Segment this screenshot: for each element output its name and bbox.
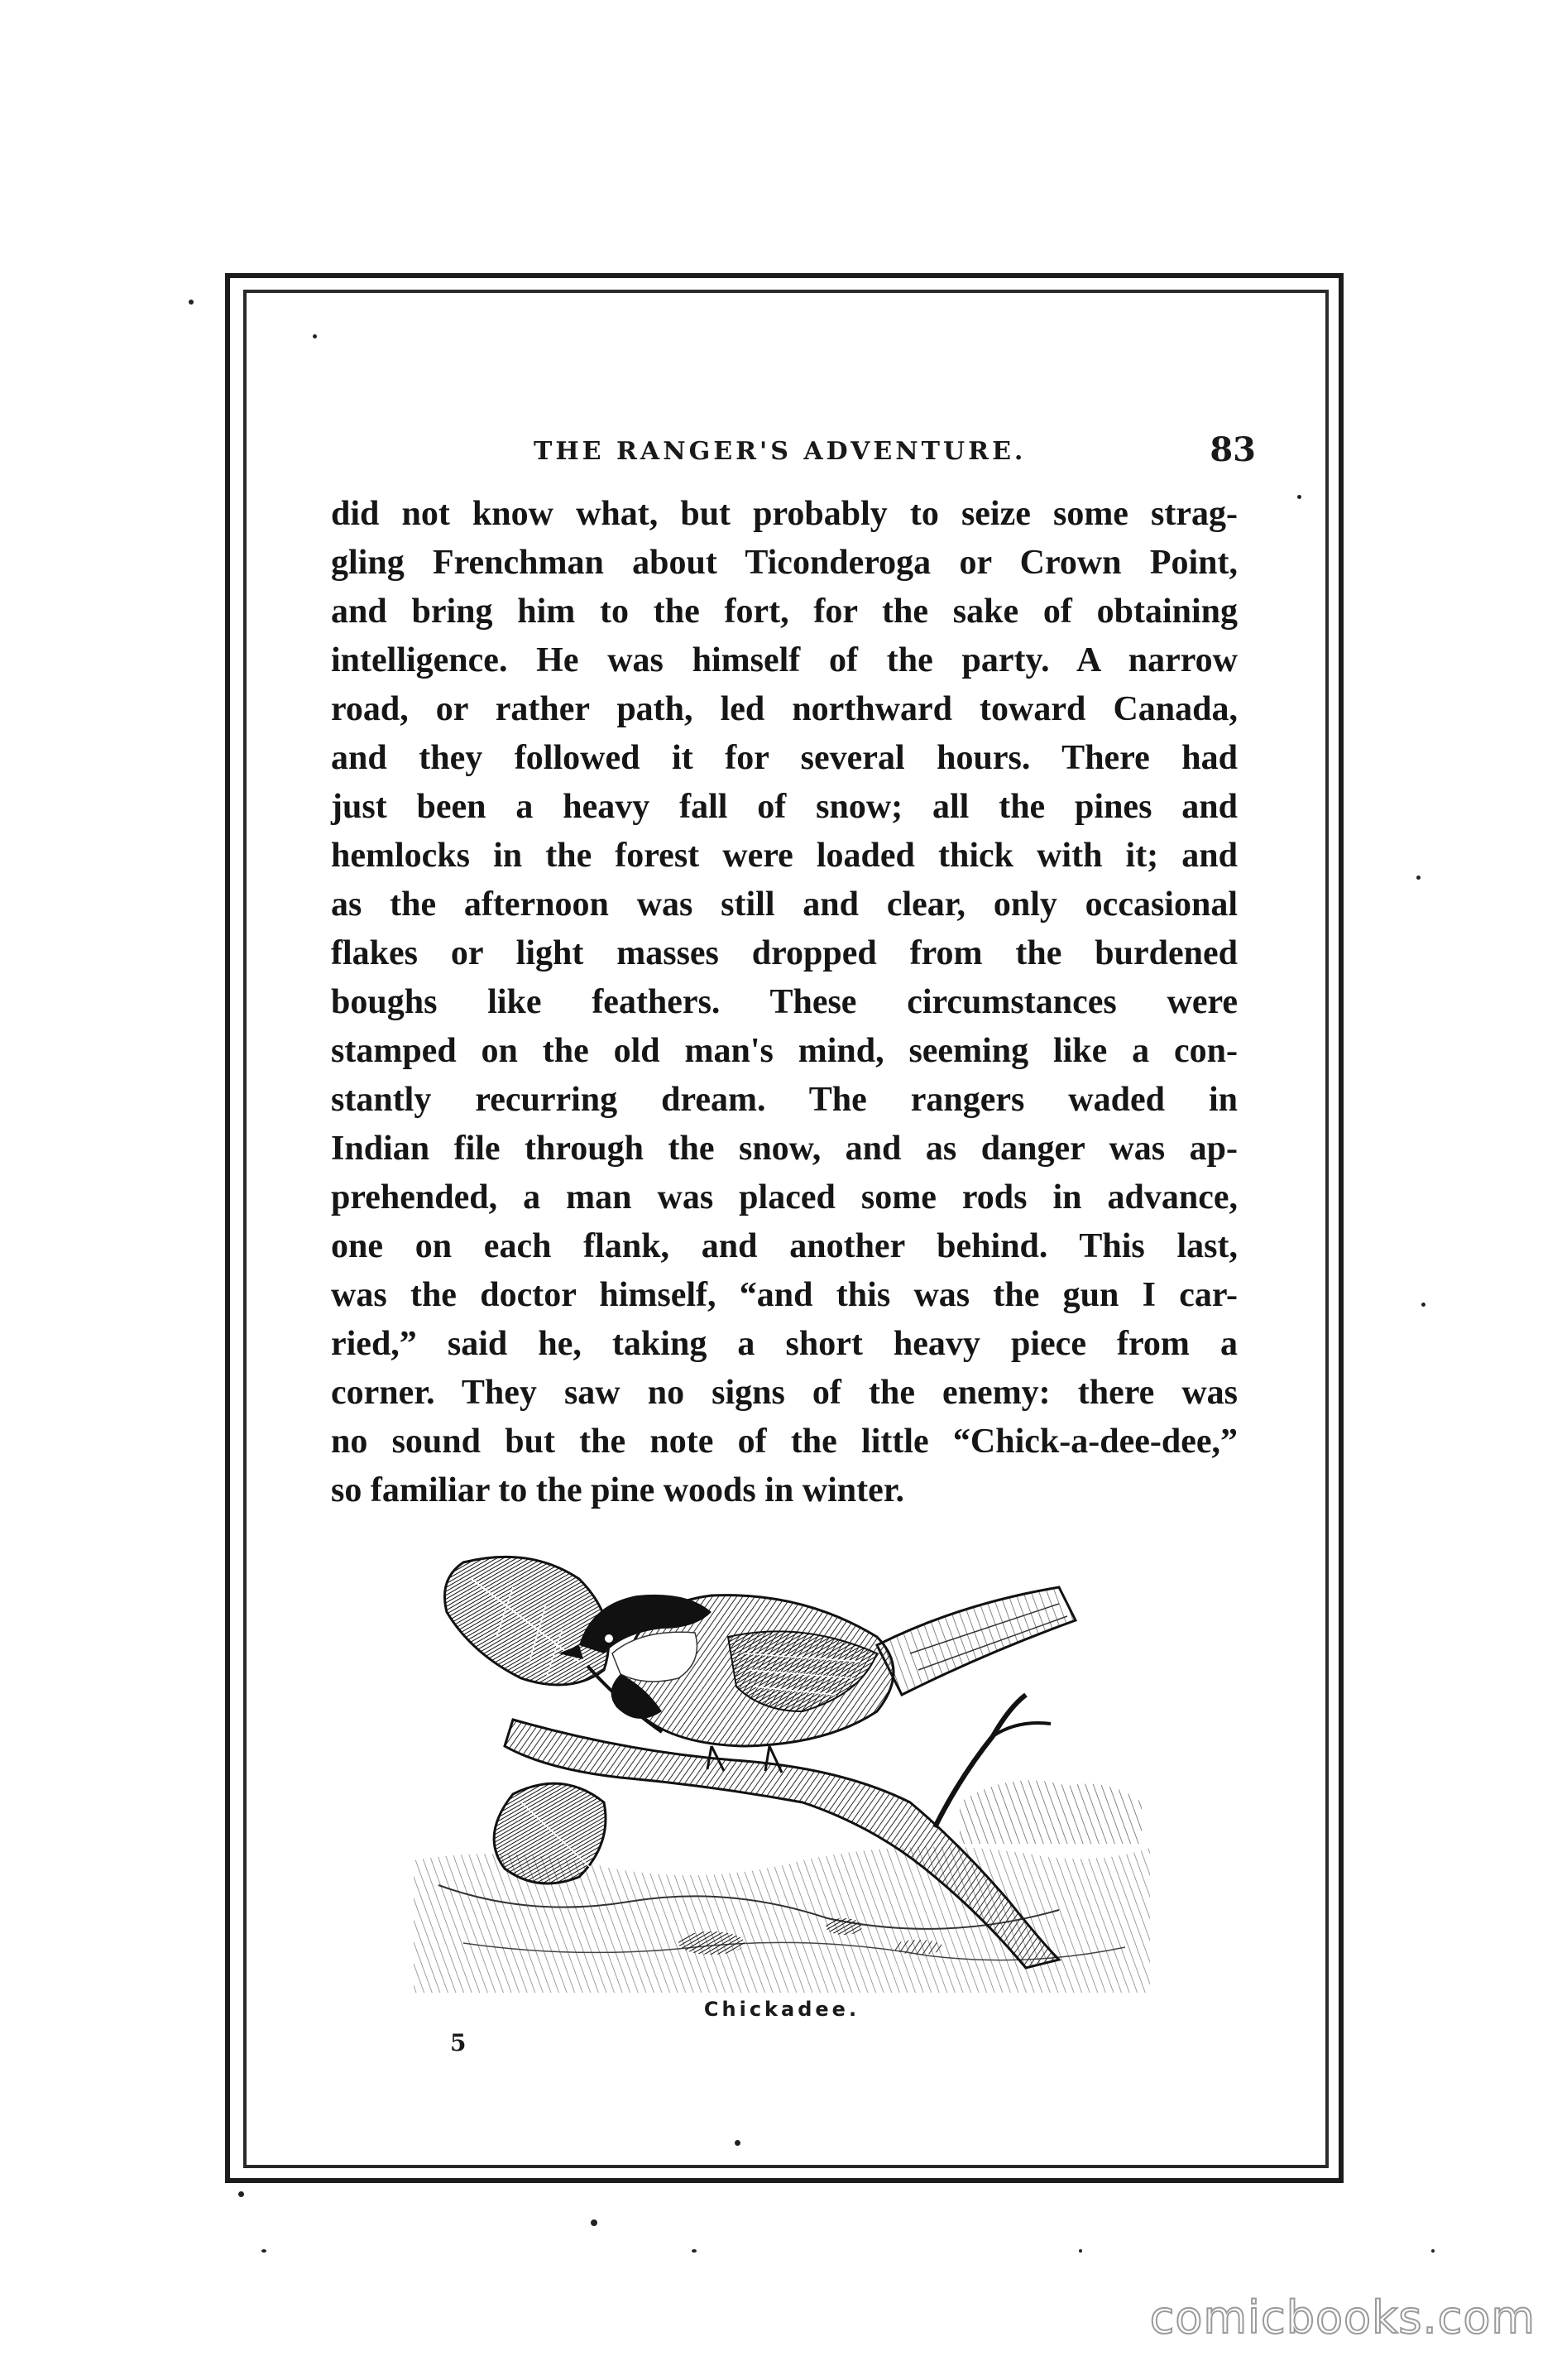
text-line: intelligence. He was himself of the party. A narrow	[331, 641, 1238, 679]
chickadee-illustration	[414, 1529, 1150, 1993]
site-watermark: comicbooks.com	[1149, 2291, 1536, 2344]
scan-speck	[692, 2249, 697, 2253]
body-text	[331, 490, 1238, 1515]
text-line: was the doctor himself, “and this was the gun I car-	[331, 1276, 1238, 1314]
text-line: stantly recurring dream. The rangers waded in	[331, 1081, 1238, 1119]
text-line: road, or rather path, led northward toward Canada,	[331, 690, 1238, 728]
text-line: prehended, a man was placed some rods in advance,	[331, 1178, 1238, 1216]
illustration-caption: Chickadee.	[703, 1998, 860, 2021]
text-line: boughs like feathers. These circumstances were	[331, 983, 1238, 1021]
text-line: did not know what, but probably to seize some strag-	[331, 495, 1238, 533]
text-line: so familiar to the pine woods in winter.	[331, 1471, 905, 1509]
text-line: no sound but the note of the little “Chick-a-dee-dee,”	[331, 1423, 1238, 1461]
text-line: ried,” said he, taking a short heavy piece from a	[331, 1325, 1238, 1363]
text-line: corner. They saw no signs of the enemy: there was	[331, 1374, 1238, 1412]
scan-speck	[261, 2249, 266, 2253]
signature-mark: 5	[450, 2029, 467, 2056]
text-line: hemlocks in the forest were loaded thick with it; and	[331, 837, 1238, 875]
scan-speck	[1416, 876, 1421, 880]
scan-speck	[313, 334, 317, 338]
text-line: stamped on the old man's mind, seeming like a con-	[331, 1032, 1238, 1070]
text-line: just been a heavy fall of snow; all the pines and	[331, 788, 1238, 826]
scan-speck	[735, 2140, 740, 2146]
running-head-title: THE RANGER'S ADVENTURE.	[534, 437, 1027, 466]
scan-speck	[189, 300, 194, 305]
scan-speck	[238, 2191, 244, 2197]
text-line: flakes or light masses dropped from the burdened	[331, 934, 1238, 972]
text-line: one on each flank, and another behind. This last,	[331, 1227, 1238, 1265]
scan-speck	[1431, 2249, 1435, 2253]
scan-speck	[1297, 495, 1301, 499]
running-head	[331, 430, 1256, 480]
text-line: as the afternoon was still and clear, only occasional	[331, 885, 1238, 924]
scan-speck	[591, 2219, 597, 2226]
text-line: gling Frenchman about Ticonderoga or Crown Point,	[331, 544, 1238, 582]
text-line: and they followed it for several hours. There had	[331, 739, 1238, 777]
scan-speck	[1421, 1303, 1425, 1307]
chickadee-icon	[414, 1529, 1150, 1993]
page-number: 83	[1210, 430, 1256, 469]
text-line: Indian file through the snow, and as danger was ap-	[331, 1130, 1238, 1168]
scan-speck	[1079, 2249, 1082, 2253]
text-line: and bring him to the fort, for the sake of obtaining	[331, 593, 1238, 631]
